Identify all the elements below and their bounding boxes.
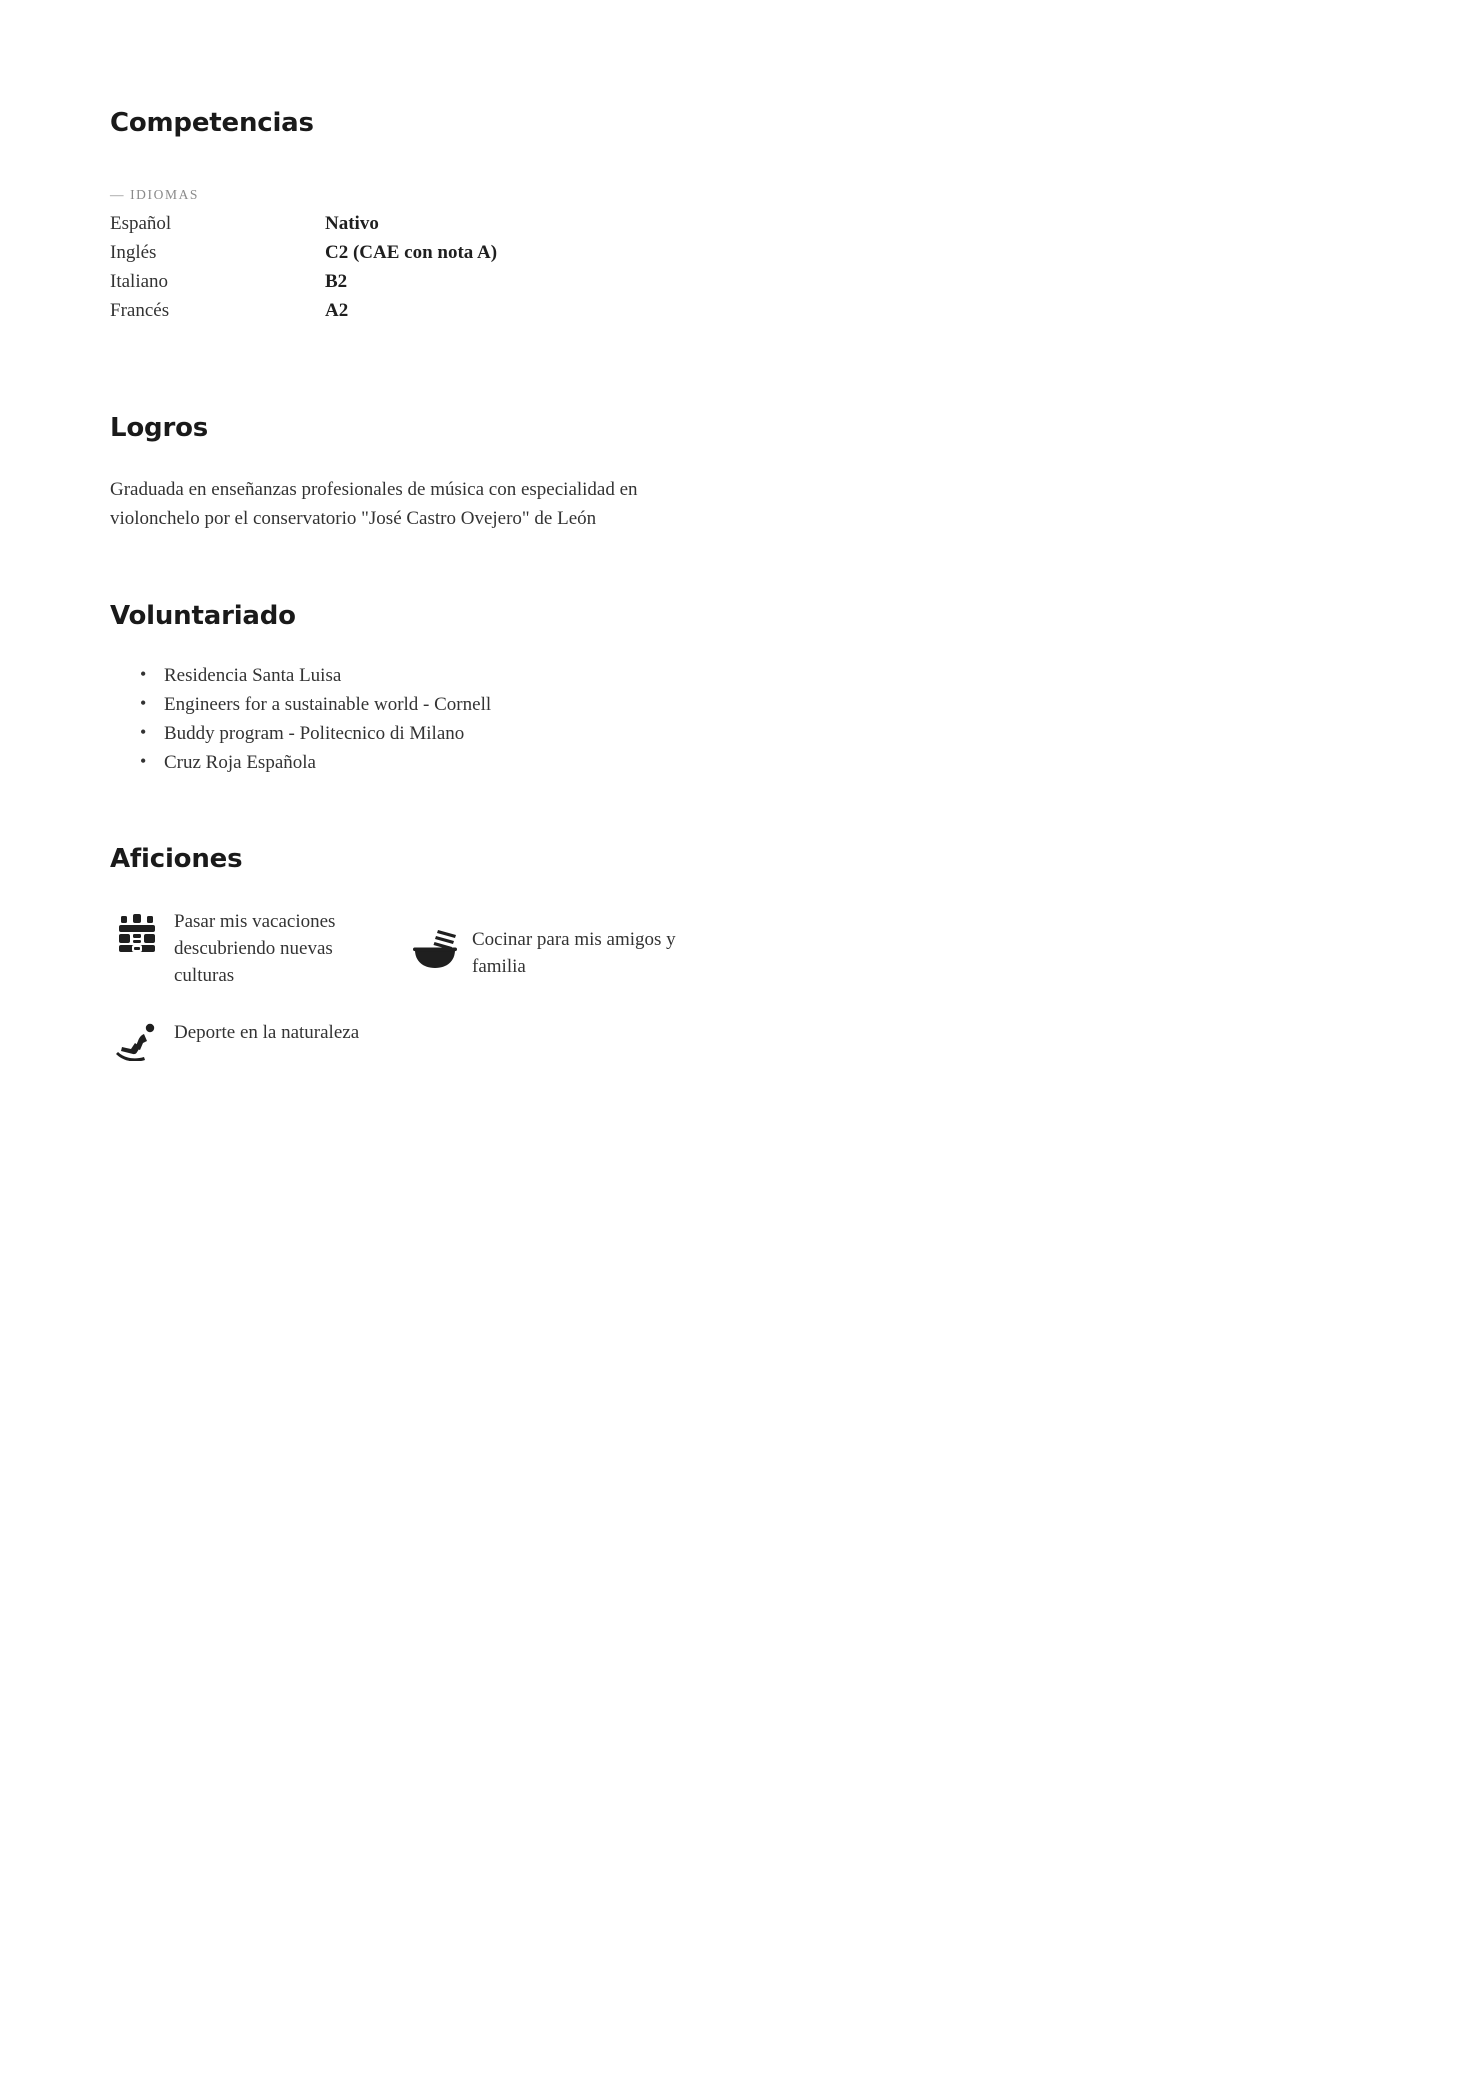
section-competencias xyxy=(110,108,730,327)
section-title-logros: Logros xyxy=(110,413,209,444)
backpack-icon xyxy=(110,907,164,961)
skier-icon xyxy=(110,1014,164,1068)
language-name: Italiano xyxy=(110,271,169,293)
section-title-voluntariado: Voluntariado xyxy=(110,601,296,632)
section-voluntariado xyxy=(110,601,730,778)
language-name: Inglés xyxy=(110,242,157,264)
hobby-label: Pasar mis vacaciones descubriendo nuevas culturas xyxy=(174,911,336,987)
hobbies-row xyxy=(110,907,710,990)
list-item: • Engineers for a sustainable world - Cornell xyxy=(140,691,730,720)
voluntariado-list xyxy=(110,662,730,778)
table-row xyxy=(110,240,497,269)
hobby-item-sport xyxy=(110,1012,400,1068)
section-aficiones xyxy=(110,844,730,1068)
noodle-bowl-icon xyxy=(408,921,462,975)
logros-text: Graduada en enseñanzas profesionales de música con especialidad en violonchelo por el conservatorio "José Castro Ovejero" de León xyxy=(110,479,638,529)
language-level: B2 xyxy=(325,271,348,293)
hobby-label: Cocinar para mis amigos y familia xyxy=(472,929,676,978)
table-row xyxy=(110,298,497,327)
language-level: A2 xyxy=(325,300,349,322)
language-name: Francés xyxy=(110,300,170,322)
page-content xyxy=(110,108,730,1068)
section-title-aficiones: Aficiones xyxy=(110,843,243,874)
hobbies-row xyxy=(110,990,710,1068)
section-logros xyxy=(110,413,730,533)
list-item: • Buddy program - Politecnico di Milano xyxy=(140,720,730,749)
table-row xyxy=(110,269,497,298)
list-item: • Cruz Roja Española xyxy=(140,749,730,778)
section-title-competencias: Competencias xyxy=(110,108,314,138)
language-level: Nativo xyxy=(325,213,379,235)
hobbies-grid xyxy=(110,907,710,1068)
list-item: • Residencia Santa Luisa xyxy=(140,662,730,691)
table-row xyxy=(110,211,497,240)
language-level: C2 (CAE con nota A) xyxy=(325,242,498,264)
hobby-label: Deporte en la naturaleza xyxy=(174,1022,360,1044)
subsection-label-idiomas: — IDIOMAS xyxy=(110,187,200,203)
language-name: Español xyxy=(110,213,172,235)
languages-table xyxy=(110,211,497,327)
hobby-item-travel xyxy=(110,907,400,990)
hobby-item-cooking xyxy=(408,907,698,981)
